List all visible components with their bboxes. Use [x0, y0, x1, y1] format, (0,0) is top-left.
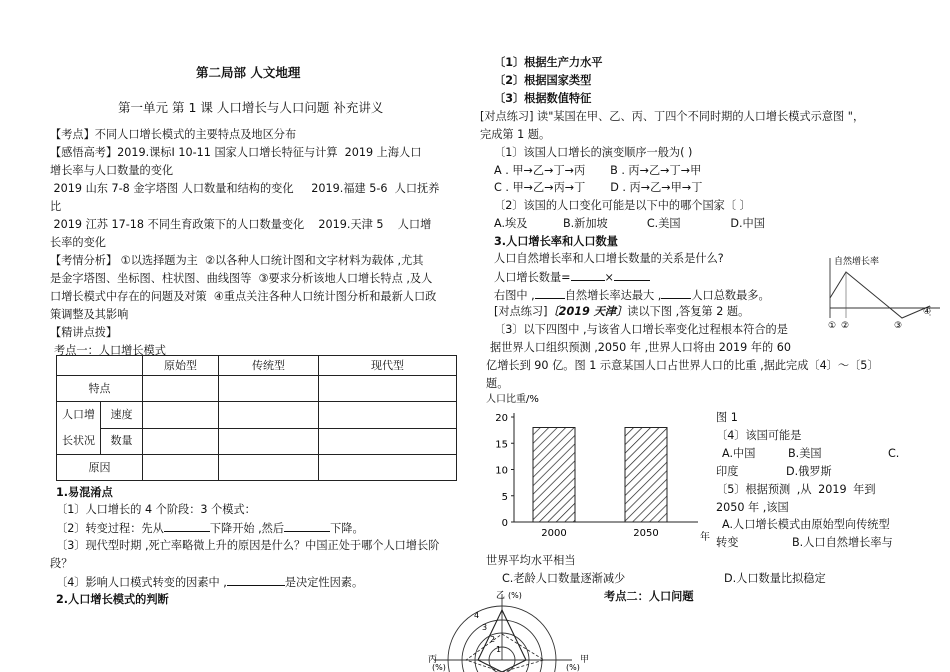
mini-chart-label: 自然增长率: [834, 257, 880, 267]
formula-text: 人口增长数量=: [494, 271, 571, 284]
chart-bar: [625, 428, 667, 523]
table-cell[interactable]: [143, 428, 219, 455]
question-text: 〔2〕转变过程：先从: [56, 522, 164, 535]
mini-point-label: ①: [828, 321, 837, 331]
option-item: B.美国: [788, 447, 822, 460]
option-line: C . 甲→乙→丙→丁 D . 丙→乙→甲→丁: [494, 181, 703, 194]
radar-ring-label: 4: [474, 611, 480, 620]
question-line: 〔4〕该国可能是: [716, 429, 802, 442]
option-line: A . 甲→乙→丁→丙 B . 丙→乙→丁→甲: [494, 164, 702, 177]
table-cell[interactable]: [143, 455, 219, 481]
chart-x-tick-label: 2050: [633, 528, 659, 539]
population-radar-chart: [426, 588, 596, 672]
radar-axis-label: 甲: [580, 655, 590, 665]
growth-rate-mini-chart: [826, 252, 944, 336]
option-item: C.老龄人口数量逐渐减少: [502, 572, 626, 585]
radar-axis-label: 乙: [496, 591, 506, 601]
radar-ring-label: 3: [482, 623, 488, 632]
section-heading: 3.人口增长率和人口数量: [494, 235, 618, 248]
document-title: 第二局部 人文地理: [196, 65, 301, 80]
formula-text: ×: [604, 271, 614, 284]
option-item: B.人口自然增长率与: [792, 536, 893, 549]
chart-xlabel: 年: [700, 532, 710, 543]
formula-line: [494, 268, 650, 287]
question-text: 下降开始 ,然后: [209, 522, 285, 535]
chart-x-tick-label: 2000: [541, 528, 567, 539]
practice-intro: [494, 303, 749, 321]
table-cell[interactable]: [319, 376, 457, 402]
chart-y-tick-label: 20: [495, 413, 508, 424]
intro-lines: [50, 126, 470, 360]
option-item: D.俄罗斯: [786, 465, 832, 478]
answer-blank[interactable]: [571, 268, 605, 281]
option-item: 印度: [716, 465, 739, 478]
intro-line: 2019 山东 7-8 金字塔图 人口数量和结构的变化 2019.福建 5-6 人口抚养: [50, 182, 440, 195]
chart-y-tick-label: 10: [495, 465, 508, 477]
chart-ylabel: 人口比重/%: [486, 394, 539, 405]
question-line: 〔3〕现代型时期 ,死亡率略微上升的原因是什么？中国正处于哪个人口增长阶: [56, 539, 440, 552]
radar-unit: (%): [432, 663, 446, 672]
answer-blank[interactable]: [284, 519, 330, 532]
radar-ring-label: 1: [496, 645, 502, 654]
table-cell[interactable]: [219, 376, 319, 402]
table-cell[interactable]: [219, 455, 319, 481]
radar-unit: (%): [508, 591, 522, 600]
intro-line: 比: [50, 200, 62, 213]
option-item: C.: [888, 447, 900, 460]
question-text: 是决定性因素。: [284, 576, 364, 589]
mini-growth-line: [830, 272, 930, 318]
chart-y-tick-label: 0: [501, 518, 508, 529]
question-line: 〔1〕该国人口增长的演变顺序一般为( ): [494, 146, 693, 159]
row-group-label-line: 人口增: [62, 408, 95, 421]
answer-blank[interactable]: [535, 286, 565, 299]
row-label: 速度: [101, 402, 143, 429]
radar-shape: [466, 634, 544, 672]
intro-line: 【精讲点拨】: [50, 326, 118, 339]
table-cell[interactable]: [319, 402, 457, 429]
table-header: 传统型: [219, 356, 319, 376]
table-cell[interactable]: [143, 402, 219, 429]
radar-ring-label: 2: [490, 635, 496, 644]
mini-point-label: ③: [894, 321, 903, 331]
intro-line: 【考情分析】 ①以选择题为主 ②以各种人口统计图和文字材料为载体 ,尤其: [50, 254, 424, 267]
option-item: A.中国: [722, 447, 756, 460]
population-share-bar-chart: [484, 390, 714, 546]
table-cell[interactable]: [319, 428, 457, 455]
radar-unit: (%): [566, 663, 580, 672]
question-text: 自然增长率达最大 ,: [564, 289, 662, 302]
answer-blank[interactable]: [614, 268, 650, 281]
question-line: 〔3〕以下四图中 ,与该省人口增长率变化过程根本符合的是: [494, 323, 788, 336]
passage-line: 据世界人口组织预测 ,2050 年 ,世界人口将由 2019 年的 60: [490, 341, 792, 354]
answer-blank[interactable]: [661, 286, 691, 299]
criteria-item: 〔2〕根据国家类型: [494, 74, 592, 87]
question-text: 下降。: [330, 522, 364, 535]
question-line: 〔2〕该国的人口变化可能是以下中的哪个国家〔 〕: [494, 199, 751, 212]
question-text: 右图中 ,: [494, 289, 535, 302]
section-heading: 2.人口增长模式的判断: [56, 593, 169, 606]
row-label: 原因: [57, 455, 143, 481]
document-subtitle: 第一单元 第 1 课 人口增长与人口问题 补充讲义: [118, 100, 384, 115]
intro-line: 【考点】不同人口增长模式的主要特点及地区分布: [50, 128, 297, 141]
radar-axis-label: 丙: [428, 655, 438, 665]
table-corner: [57, 356, 143, 376]
question-line: [56, 519, 364, 538]
answer-blank[interactable]: [164, 519, 210, 532]
population-model-table: [56, 355, 457, 481]
row-group-label: [57, 402, 101, 455]
row-label: 数量: [101, 428, 143, 455]
chart-y-tick-label: 5: [501, 491, 508, 503]
practice-text: 读以下图 ,答复第 2 题。: [627, 305, 750, 318]
question-line: 段？: [50, 557, 73, 570]
chart-y-tick-label: 15: [495, 439, 508, 451]
passage-line: 亿增长到 90 亿。图 1 示意某国人口占世界人口的比重 ,据此完成〔4〕～〔5〕: [486, 359, 879, 372]
passage-line: 题。: [486, 377, 509, 390]
intro-line: 策调整及其影响: [50, 308, 129, 321]
intro-line: 长率的变化: [50, 236, 106, 249]
option-item: A.人口增长模式由原始型向传统型: [722, 518, 890, 531]
option-item: 世界平均水平相当: [486, 554, 576, 567]
intro-line: 2019 江苏 17-18 不同生育政策下的人口数量变化 2019.天津 5 人口增: [50, 218, 432, 231]
figure-caption: 图 1: [716, 411, 738, 424]
practice-intro: 完成第 1 题。: [480, 128, 551, 141]
question-line: [56, 573, 363, 592]
section-heading: 考点二：人口问题: [604, 590, 694, 603]
question-text: 人口总数最多。: [691, 289, 770, 302]
chart-bar: [533, 428, 575, 523]
row-label: 特点: [57, 376, 143, 402]
intro-line: 【感悟高考】2019.课标Ⅰ 10-11 国家人口增长特征与计算 2019 上海人口: [50, 146, 422, 159]
table-cell[interactable]: [143, 376, 219, 402]
table-cell[interactable]: [319, 455, 457, 481]
mini-point-label: ④: [923, 307, 932, 317]
option-item: 转变: [716, 536, 739, 549]
question-line: 2050 年 ,该国: [716, 501, 789, 514]
criteria-item: 〔3〕根据数值特征: [494, 92, 592, 105]
section-heading: 1.易混淆点: [56, 486, 113, 499]
intro-line: 口增长模式中存在的问题及对策 ④重点关注各种人口统计图分析和最新人口政: [50, 290, 437, 303]
table-header: 原始型: [143, 356, 219, 376]
question-text: 〔4〕影响人口模式转变的因素中 ,: [56, 576, 227, 589]
table-cell[interactable]: [219, 428, 319, 455]
answer-blank[interactable]: [227, 573, 285, 586]
table-cell[interactable]: [219, 402, 319, 429]
question-line: 人口自然增长率和人口增长数量的关系是什么?: [494, 252, 724, 265]
practice-intro: [对点练习] 读"某国在甲、乙、丙、丁四个不同时期的人口增长模式示意图 "，: [480, 110, 865, 123]
row-group-label-line: 长状况: [62, 434, 95, 447]
criteria-item: 〔1〕根据生产力水平: [494, 56, 603, 69]
practice-label: [对点练习]: [494, 305, 548, 318]
option-item: D.人口数量比拟稳定: [724, 572, 826, 585]
mini-point-label: ②: [841, 321, 850, 331]
intro-line: 考点一：人口增长模式: [54, 344, 166, 357]
option-line: A.埃及 B.新加坡 C.美国 D.中国: [494, 217, 765, 230]
table-header: 现代型: [319, 356, 457, 376]
question-line: 〔1〕人口增长的 4 个阶段：3 个模式：: [56, 503, 256, 516]
intro-line: 增长率与人口数量的变化: [50, 164, 174, 177]
question-line: 〔5〕根据预测 ,从 2019 年到: [716, 483, 876, 496]
practice-source: 〔2019 天津〕: [547, 305, 628, 318]
intro-line: 是金字塔图、坐标图、柱状图、曲线图等 ③要求分析该地人口增长特点 ,及人: [50, 272, 433, 285]
